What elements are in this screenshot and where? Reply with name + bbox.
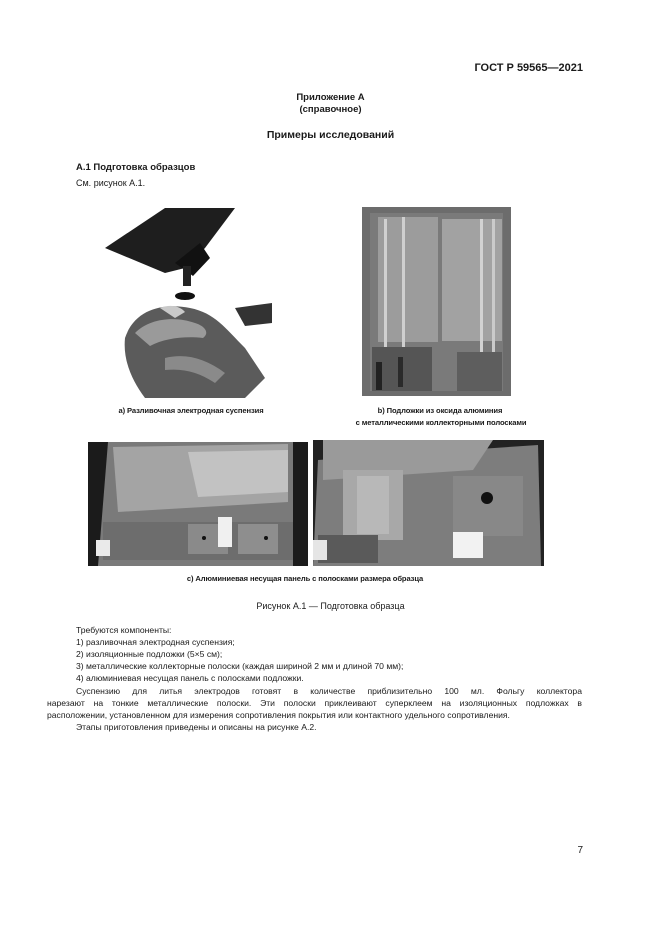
annex-title: Приложение А xyxy=(296,92,365,103)
photo-c-left-panel xyxy=(88,442,308,566)
paragraph-1-line-3: расположении, установленном для измерения сопротивления покрытия или контактного удельного сопротивления. xyxy=(47,710,510,720)
component-item-3: 3) металлические коллекторные полоски (каждая шириной 2 мм и длиной 70 мм); xyxy=(76,661,404,672)
component-item-4: 4) алюминиевая несущая панель с полосками подложки. xyxy=(76,673,304,684)
photo-b-alumina-substrates xyxy=(362,207,511,396)
body-text xyxy=(76,624,584,684)
caption-b-line1: b) Подложки из оксида алюминия xyxy=(377,406,503,415)
paragraph-2: Этапы приготовления приведены и описаны на рисунке А.2. xyxy=(76,722,317,732)
page-number: 7 xyxy=(577,845,583,856)
see-figure-text: См. рисунок А.1. xyxy=(76,178,146,188)
components-intro: Требуются компоненты: xyxy=(76,625,172,635)
photo-c-right-panel xyxy=(313,440,544,566)
paragraph-1-line-2: нарезают на тонкие металлические полоски. Эти полоски приклеивают суперклеем на изоляционных подложках в xyxy=(47,698,582,708)
paragraph-1-line-1: Суспензию для литья электродов готовят в количестве приблизительно 100 мл. Фольгу коллектора xyxy=(76,686,582,696)
annex-heading: Примеры исследований xyxy=(266,129,395,141)
component-item-2: 2) изоляционные подложки (5×5 см); xyxy=(76,649,223,660)
figure-caption: Рисунок А.1 — Подготовка образца xyxy=(256,601,405,611)
annex-type: (справочное) xyxy=(299,104,362,115)
caption-b-line2: с металлическими коллекторными полосками xyxy=(355,418,527,427)
caption-a: a) Разливочная электродная суспензия xyxy=(118,406,264,415)
photo-a-pouring-suspension xyxy=(105,208,272,398)
section-heading: А.1 Подготовка образцов xyxy=(76,162,196,173)
standard-number: ГОСТ Р 59565—2021 xyxy=(474,62,583,74)
component-item-1: 1) разливочная электродная суспензия; xyxy=(76,637,235,648)
caption-c: c) Алюминиевая несущая панель с полосками размера образца xyxy=(186,574,424,583)
